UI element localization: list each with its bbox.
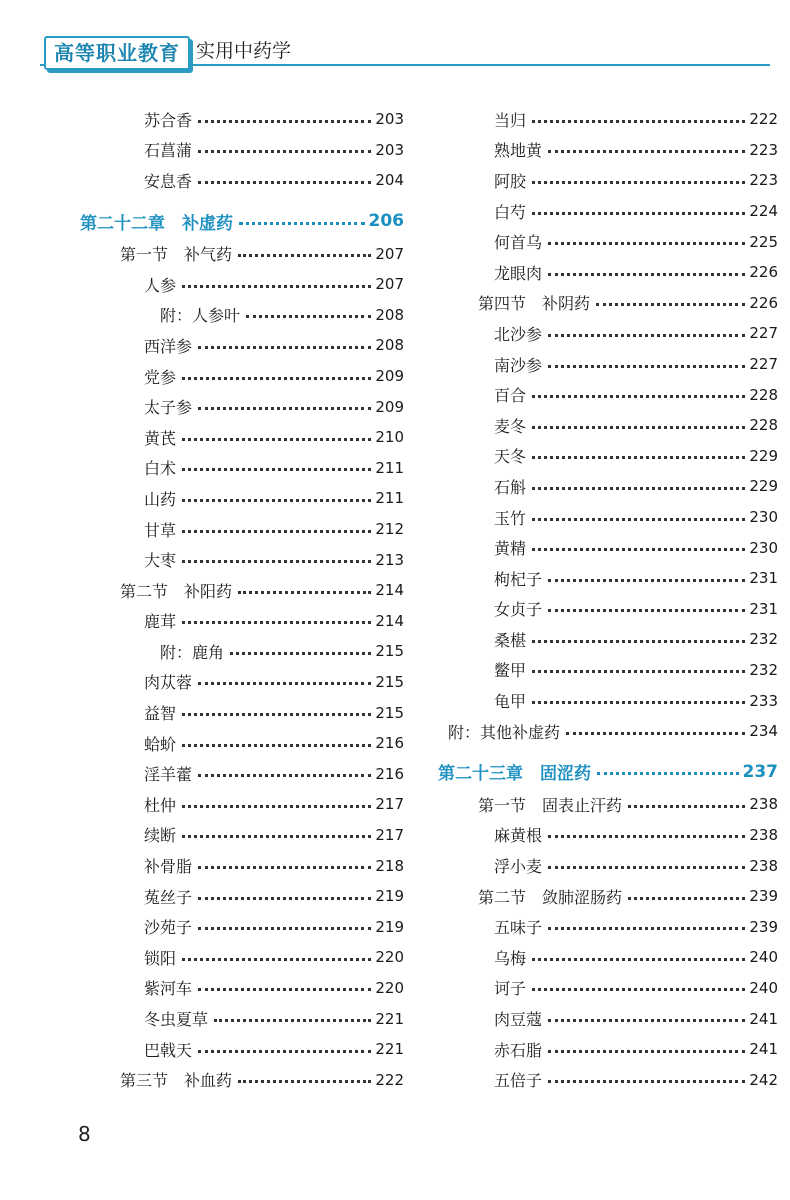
toc-entry-title: 诃子 (494, 979, 527, 999)
toc-entry-item[interactable] (80, 850, 404, 881)
toc-entry-title: 麻黄根 (494, 826, 543, 846)
toc-entry-page: 242 (749, 1070, 778, 1089)
toc-entry-page: 226 (749, 293, 778, 312)
toc-entry-page: 238 (749, 825, 778, 844)
toc-right-column (438, 104, 778, 1095)
toc-entry-title: 锁阳 (144, 948, 177, 968)
toc-entry-page: 240 (749, 978, 778, 997)
toc-entry-title: 北沙参 (494, 324, 543, 344)
toc-entry-title: 附：其他补虚药 (448, 722, 561, 742)
toc-entry-title: 沙苑子 (144, 918, 193, 938)
toc-entry-item[interactable] (80, 820, 404, 851)
toc-entry-title: 菟丝子 (144, 887, 193, 907)
toc-entry-chapter[interactable] (438, 756, 778, 787)
toc-entry-item[interactable] (438, 196, 778, 227)
toc-entry-item[interactable] (438, 135, 778, 166)
toc-entry-title: 第四节 补阴药 (478, 294, 591, 314)
toc-entry-page: 207 (375, 244, 404, 263)
toc-entry-item[interactable] (80, 911, 404, 942)
toc-entry-item[interactable] (438, 1034, 778, 1065)
dot-leader (238, 1080, 371, 1083)
toc-entry-item[interactable] (80, 135, 404, 166)
dot-leader (198, 682, 371, 685)
toc-entry-item[interactable] (438, 226, 778, 257)
dot-leader (548, 835, 745, 838)
dot-leader (548, 609, 745, 612)
dot-leader (532, 181, 745, 184)
dot-leader (182, 560, 371, 563)
dot-leader (548, 1080, 745, 1083)
toc-entry-page: 238 (749, 795, 778, 814)
toc-entry-item[interactable] (80, 606, 404, 637)
toc-entry-title: 补骨脂 (144, 857, 193, 877)
toc-entry-item[interactable] (80, 165, 404, 196)
toc-entry-sub[interactable] (80, 636, 404, 667)
toc-entry-item[interactable] (80, 330, 404, 361)
toc-entry-item[interactable] (438, 1003, 778, 1034)
toc-entry-item[interactable] (438, 257, 778, 288)
dot-leader (198, 988, 371, 991)
toc-entry-title: 百合 (494, 386, 527, 406)
toc-entry-page: 207 (375, 275, 404, 294)
toc-entry-item[interactable] (438, 349, 778, 380)
toc-entry-item[interactable] (438, 685, 778, 716)
toc-entry-title: 龙眼肉 (494, 263, 543, 283)
toc-entry-title: 赤石脂 (494, 1040, 543, 1060)
toc-entry-page: 214 (375, 611, 404, 630)
dot-leader (182, 499, 371, 502)
toc-entry-title: 乌梅 (494, 948, 527, 968)
toc-entry-item[interactable] (438, 942, 778, 973)
toc-entry-item[interactable] (80, 422, 404, 453)
toc-entry-page: 223 (749, 171, 778, 190)
toc-entry-page: 238 (749, 856, 778, 875)
toc-entry-title: 大枣 (144, 551, 177, 571)
dot-leader (532, 212, 745, 215)
toc-entry-item[interactable] (438, 820, 778, 851)
dot-leader (532, 988, 745, 991)
dot-leader (532, 487, 745, 490)
toc-entry-title: 人参 (144, 275, 177, 295)
dot-leader (182, 744, 371, 747)
toc-entry-page: 214 (375, 581, 404, 600)
toc-entry-title: 南沙参 (494, 355, 543, 375)
toc-entry-page: 211 (375, 458, 404, 477)
toc-entry-title: 肉苁蓉 (144, 673, 193, 693)
dot-leader (548, 150, 745, 153)
dot-leader (532, 518, 745, 521)
toc-entry-page: 209 (375, 367, 404, 386)
toc-entry-page: 227 (749, 355, 778, 374)
toc-entry-title: 党参 (144, 367, 177, 387)
dot-leader (182, 835, 371, 838)
dot-leader (548, 1019, 745, 1022)
toc-entry-page: 206 (368, 211, 404, 232)
toc-entry-page: 221 (375, 1040, 404, 1059)
toc-entry-page: 227 (749, 324, 778, 343)
toc-entry-title: 淫羊藿 (144, 765, 193, 785)
toc-entry-item[interactable] (438, 502, 778, 533)
dot-leader (532, 701, 745, 704)
dot-leader (566, 732, 745, 735)
toc-entry-section[interactable] (80, 1064, 404, 1095)
dot-leader (548, 365, 745, 368)
toc-entry-title: 紫河车 (144, 979, 193, 999)
toc-entry-page: 241 (749, 1040, 778, 1059)
dot-leader (182, 713, 371, 716)
toc-entry-item[interactable] (80, 1003, 404, 1034)
dot-leader (198, 774, 371, 777)
toc-entry-title: 鹿茸 (144, 612, 177, 632)
toc-entry-page: 232 (749, 630, 778, 649)
toc-entry-item[interactable] (80, 942, 404, 973)
toc-entry-item[interactable] (438, 318, 778, 349)
toc-entry-item[interactable] (438, 410, 778, 441)
toc-entry-page: 229 (749, 477, 778, 496)
toc-entry-page: 203 (375, 110, 404, 129)
toc-entry-item[interactable] (80, 728, 404, 759)
toc-entry-item[interactable] (80, 789, 404, 820)
toc-entry-page: 219 (375, 917, 404, 936)
dot-leader (246, 315, 371, 318)
toc-entry-item[interactable] (80, 391, 404, 422)
toc-entry-title: 阿胶 (494, 171, 527, 191)
dot-leader (182, 621, 371, 624)
toc-entry-title: 石斛 (494, 477, 527, 497)
toc-entry-page: 222 (749, 110, 778, 129)
dot-leader (182, 958, 371, 961)
toc-entry-title: 天冬 (494, 447, 527, 467)
toc-entry-title: 黄芪 (144, 428, 177, 448)
toc-entry-title: 鳖甲 (494, 661, 527, 681)
series-badge: 高等职业教育 (44, 36, 190, 70)
dot-leader (198, 866, 371, 869)
toc-entry-page: 233 (749, 691, 778, 710)
toc-entry-item[interactable] (80, 758, 404, 789)
toc-entry-title: 当归 (494, 110, 527, 130)
toc-entry-page: 228 (749, 416, 778, 435)
dot-leader (182, 530, 371, 533)
toc-entry-page: 239 (749, 917, 778, 936)
dot-leader (198, 346, 371, 349)
toc-entry-item[interactable] (80, 881, 404, 912)
toc-entry-page: 219 (375, 887, 404, 906)
toc-entry-title: 冬虫夏草 (144, 1010, 209, 1030)
toc-entry-item[interactable] (80, 453, 404, 484)
toc-entry-title: 甘草 (144, 520, 177, 540)
toc-entry-title: 第一节 固表止汗药 (478, 795, 623, 815)
toc-entry-item[interactable] (438, 379, 778, 410)
toc-entry-item[interactable] (80, 667, 404, 698)
dot-leader (628, 897, 745, 900)
toc-entry-title: 续断 (144, 826, 177, 846)
toc-entry-item[interactable] (80, 697, 404, 728)
toc-entry-sub[interactable] (80, 300, 404, 331)
toc-entry-title: 第二十三章 固涩药 (438, 764, 591, 785)
toc-entry-item[interactable] (80, 361, 404, 392)
dot-leader (548, 927, 745, 930)
toc-entry-title: 第二节 敛肺涩肠药 (478, 887, 623, 907)
toc-entry-misc[interactable] (438, 716, 778, 747)
toc-entry-page: 209 (375, 397, 404, 416)
dot-leader (198, 407, 371, 410)
toc-entry-page: 226 (749, 263, 778, 282)
dot-leader (238, 591, 371, 594)
toc-entry-item[interactable] (80, 973, 404, 1004)
dot-leader (532, 456, 745, 459)
toc-entry-page: 203 (375, 140, 404, 159)
toc-entry-title: 麦冬 (494, 416, 527, 436)
toc-entry-title: 龟甲 (494, 692, 527, 712)
toc-entry-page: 211 (375, 489, 404, 508)
toc-entry-page: 217 (375, 795, 404, 814)
dot-leader (198, 181, 371, 184)
toc-entry-page: 232 (749, 660, 778, 679)
toc-entry-item[interactable] (438, 1064, 778, 1095)
toc-entry-chapter[interactable] (80, 206, 404, 237)
dot-leader (198, 150, 371, 153)
toc-entry-title: 五倍子 (494, 1071, 543, 1091)
toc-entry-title: 女贞子 (494, 600, 543, 620)
toc-entry-item[interactable] (80, 269, 404, 300)
dot-leader (239, 222, 365, 225)
dot-leader (198, 1050, 371, 1053)
toc-entry-page: 215 (375, 672, 404, 691)
toc-entry-item[interactable] (438, 850, 778, 881)
toc-entry-title: 浮小麦 (494, 857, 543, 877)
dot-leader (198, 927, 371, 930)
toc-entry-title: 石菖蒲 (144, 141, 193, 161)
toc-entry-page: 241 (749, 1009, 778, 1028)
dot-leader (548, 866, 745, 869)
toc-entry-page: 216 (375, 764, 404, 783)
dot-leader (182, 285, 371, 288)
toc-entry-page: 221 (375, 1009, 404, 1028)
toc-entry-section[interactable] (438, 288, 778, 319)
toc-entry-page: 230 (749, 508, 778, 527)
toc-entry-page: 222 (375, 1070, 404, 1089)
toc-entry-page: 212 (375, 520, 404, 539)
dot-leader (628, 805, 745, 808)
toc-entry-item[interactable] (438, 532, 778, 563)
toc-entry-item[interactable] (80, 483, 404, 514)
toc-entry-page: 229 (749, 446, 778, 465)
toc-entry-title: 肉豆蔻 (494, 1010, 543, 1030)
toc-entry-title: 枸杞子 (494, 569, 543, 589)
toc-entry-title: 白术 (144, 459, 177, 479)
toc-entry-page: 210 (375, 428, 404, 447)
toc-entry-title: 白芍 (494, 202, 527, 222)
toc-entry-page: 215 (375, 642, 404, 661)
toc-entry-title: 附：鹿角 (160, 642, 225, 662)
dot-leader (532, 670, 745, 673)
toc-entry-page: 218 (375, 856, 404, 875)
toc-entry-title: 太子参 (144, 398, 193, 418)
toc-entry-title: 黄精 (494, 539, 527, 559)
toc-entry-page: 234 (749, 722, 778, 741)
dot-leader (214, 1019, 371, 1022)
toc-entry-page: 228 (749, 385, 778, 404)
toc-entry-title: 山药 (144, 489, 177, 509)
toc-entry-item[interactable] (438, 441, 778, 472)
toc-entry-page: 204 (375, 171, 404, 190)
toc-entry-item[interactable] (438, 104, 778, 135)
toc-entry-page: 220 (375, 978, 404, 997)
toc-entry-item[interactable] (438, 563, 778, 594)
toc-entry-title: 何首乌 (494, 233, 543, 253)
toc-entry-title: 杜仲 (144, 795, 177, 815)
page-number: 8 (78, 1122, 91, 1146)
toc-entry-title: 五味子 (494, 918, 543, 938)
toc-entry-page: 208 (375, 305, 404, 324)
toc-entry-section[interactable] (80, 238, 404, 269)
toc-entry-item[interactable] (438, 911, 778, 942)
dot-leader (230, 652, 371, 655)
toc-entry-page: 225 (749, 232, 778, 251)
page-header (0, 28, 790, 84)
toc-entry-section[interactable] (438, 789, 778, 820)
toc-entry-item[interactable] (80, 544, 404, 575)
toc-entry-page: 223 (749, 140, 778, 159)
toc-entry-page: 213 (375, 550, 404, 569)
dot-leader (548, 273, 745, 276)
dot-leader (597, 772, 739, 775)
toc-entry-page: 217 (375, 825, 404, 844)
toc-entry-title: 玉竹 (494, 508, 527, 528)
dot-leader (198, 120, 371, 123)
dot-leader (532, 958, 745, 961)
toc-entry-item[interactable] (438, 624, 778, 655)
toc-entry-page: 237 (742, 761, 778, 782)
dot-leader (532, 426, 745, 429)
toc-entry-page: 240 (749, 948, 778, 967)
toc-entry-title: 益智 (144, 704, 177, 724)
toc-entry-item[interactable] (438, 594, 778, 625)
toc-entry-page: 216 (375, 734, 404, 753)
toc-entry-title: 苏合香 (144, 110, 193, 130)
toc-entry-title: 第三节 补血药 (120, 1071, 233, 1091)
toc-entry-page: 215 (375, 703, 404, 722)
toc-entry-item[interactable] (438, 973, 778, 1004)
dot-leader (548, 242, 745, 245)
toc-entry-title: 附：人参叶 (160, 306, 241, 326)
toc-entry-title: 蛤蚧 (144, 734, 177, 754)
dot-leader (182, 377, 371, 380)
book-title: 实用中药学 (196, 40, 292, 62)
toc-entry-title: 第二节 补阳药 (120, 581, 233, 601)
dot-leader (596, 303, 745, 306)
toc-entry-title: 熟地黄 (494, 141, 543, 161)
toc-entry-title: 第二十二章 补虚药 (80, 213, 233, 234)
toc-entry-page: 224 (749, 202, 778, 221)
toc-entry-item[interactable] (438, 655, 778, 686)
toc-entry-item[interactable] (80, 104, 404, 135)
toc-entry-title: 桑椹 (494, 630, 527, 650)
toc-entry-title: 西洋参 (144, 336, 193, 356)
dot-leader (532, 548, 745, 551)
dot-leader (532, 640, 745, 643)
dot-leader (182, 438, 371, 441)
dot-leader (548, 1050, 745, 1053)
toc-entry-page: 239 (749, 887, 778, 906)
dot-leader (238, 254, 371, 257)
toc-entry-item[interactable] (80, 1034, 404, 1065)
toc-entry-section[interactable] (80, 575, 404, 606)
toc-entry-item[interactable] (80, 514, 404, 545)
toc-entry-title: 巴戟天 (144, 1040, 193, 1060)
toc-entry-title: 第一节 补气药 (120, 245, 233, 265)
dot-leader (548, 334, 745, 337)
toc-left-column (80, 104, 404, 1095)
dot-leader (532, 120, 745, 123)
toc-entry-page: 231 (749, 599, 778, 618)
toc-entry-title: 安息香 (144, 171, 193, 191)
dot-leader (198, 897, 371, 900)
toc-entry-page: 208 (375, 336, 404, 355)
dot-leader (548, 579, 745, 582)
toc-entry-page: 220 (375, 948, 404, 967)
dot-leader (182, 805, 371, 808)
toc-entry-item[interactable] (438, 471, 778, 502)
dot-leader (532, 395, 745, 398)
toc-entry-page: 230 (749, 538, 778, 557)
dot-leader (182, 468, 371, 471)
toc-entry-section[interactable] (438, 881, 778, 912)
toc-entry-item[interactable] (438, 165, 778, 196)
toc-entry-page: 231 (749, 569, 778, 588)
